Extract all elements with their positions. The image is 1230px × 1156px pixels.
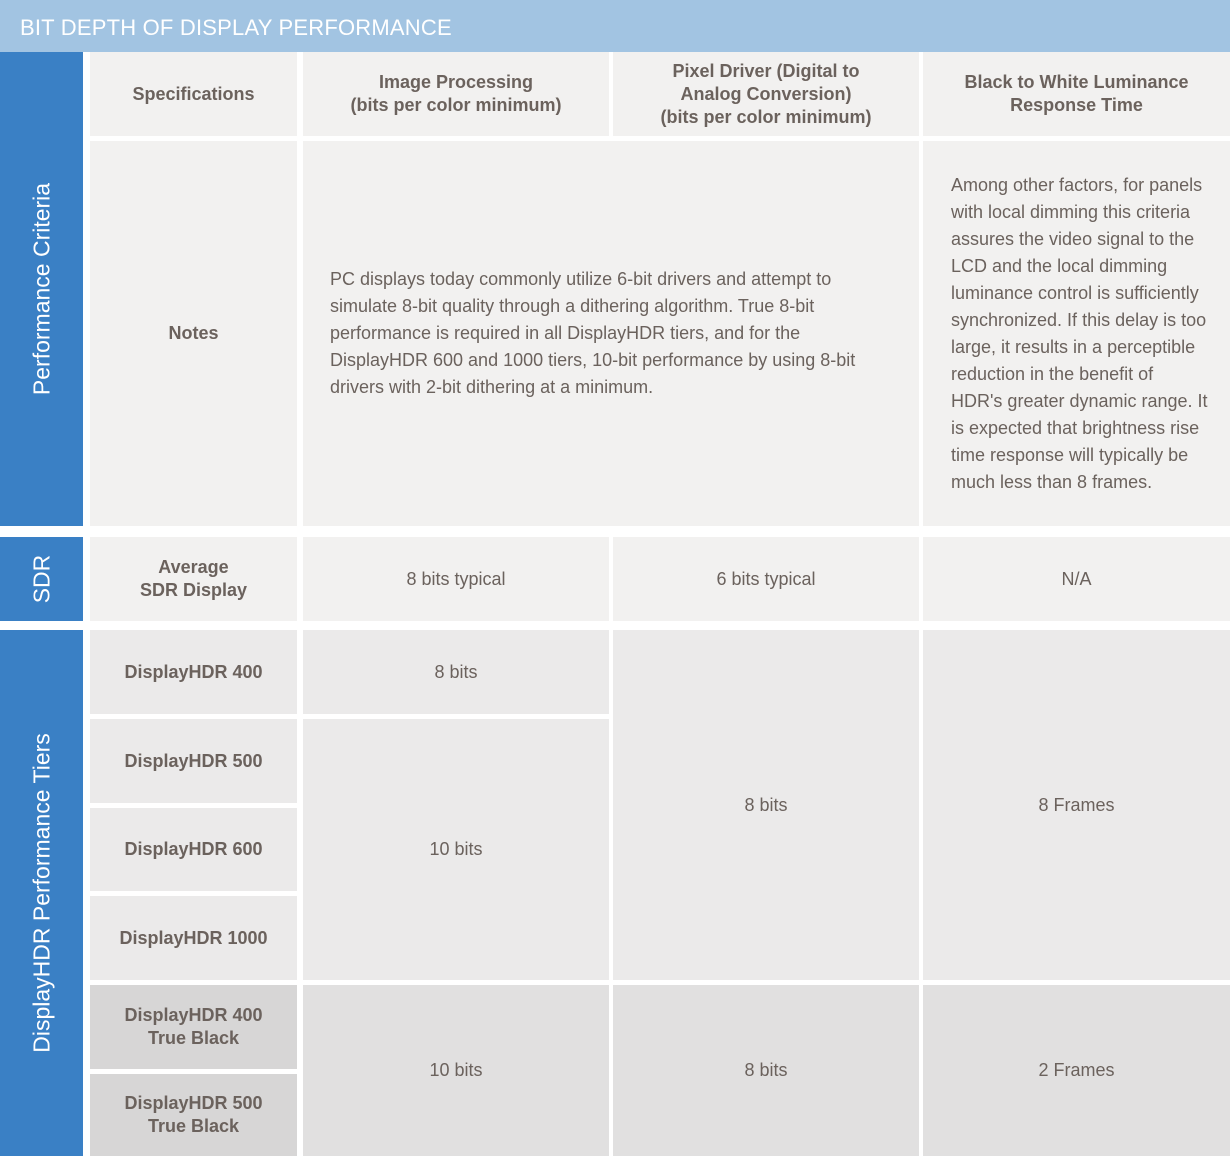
cell-value: 6 bits typical	[716, 568, 816, 589]
side-label-text: Performance Criteria	[28, 182, 54, 396]
cell-value: 2 Frames	[1038, 1060, 1115, 1080]
cell-value: 8 bits	[744, 794, 788, 815]
cell-value: 8 bits	[434, 661, 478, 682]
sdr-image-processing	[303, 537, 609, 621]
side-label-tiers	[0, 630, 83, 1156]
row-label-text: DisplayHDR 400	[124, 1005, 263, 1025]
tiers-pixel-driver	[613, 630, 919, 980]
row-label-text: DisplayHDR 500	[124, 1093, 263, 1113]
cell-value: 8 Frames	[1038, 794, 1115, 815]
sdr-response-time	[923, 537, 1230, 621]
tier-label-tb500	[90, 1074, 297, 1156]
cell-value: 8 bits	[744, 1060, 788, 1080]
row-label-text: True Black	[147, 1116, 240, 1136]
sdr-label	[90, 537, 297, 621]
row-label-text: True Black	[147, 1028, 240, 1048]
header-response-time	[923, 52, 1230, 136]
notes-bit-depth	[303, 141, 919, 526]
header-text: Response Time	[1010, 95, 1143, 115]
true-black-response-time	[923, 985, 1230, 1156]
side-label-performance-criteria	[0, 52, 83, 526]
notes-response-time	[923, 141, 1230, 526]
header-pixel-driver	[613, 52, 919, 136]
header-text: Analog Conversion)	[680, 83, 852, 104]
true-black-pixel-driver	[613, 985, 919, 1156]
header-text: (bits per color minimum)	[350, 95, 562, 115]
tier-label-hdr1000	[90, 896, 297, 980]
notes-label	[90, 141, 297, 526]
header-text: Black to White Luminance	[964, 72, 1189, 92]
hdr400-image-processing	[303, 630, 609, 714]
notes-response-text: Among other factors, for panels with local dimming this criteria assures the video signal to the LCD and the local dimming luminance control is sufficiently synchronized. If this delay is too large, it results in a perceptible reduction in the benefit of HDR's greater dynamic range. It is expected that brightness rise time response will typically be much less than 8 frames.	[951, 174, 1208, 492]
side-label-sdr	[0, 537, 83, 621]
table-title: BIT DEPTH OF DISPLAY PERFORMANCE	[0, 0, 1230, 52]
tier-label-hdr600	[90, 808, 297, 891]
header-text: (bits per color minimum)	[660, 106, 872, 127]
row-label-text: DisplayHDR 600	[124, 839, 263, 859]
row-label-text: DisplayHDR 1000	[119, 927, 268, 948]
tiers-response-time	[923, 630, 1230, 980]
cell-value: 10 bits	[429, 1060, 483, 1080]
header-image-processing	[303, 52, 609, 136]
side-label-text: SDR	[28, 554, 54, 604]
hdr500-1000-image-processing	[303, 719, 609, 980]
header-text: Pixel Driver (Digital to	[672, 60, 860, 81]
header-specifications	[90, 52, 297, 136]
cell-value: N/A	[1061, 568, 1092, 589]
row-label-text: Notes	[168, 323, 219, 343]
row-label-text: Average	[158, 557, 229, 577]
tier-label-hdr400	[90, 630, 297, 714]
row-label-text: DisplayHDR 400	[124, 661, 263, 682]
sdr-pixel-driver	[613, 537, 919, 621]
tier-label-hdr500	[90, 719, 297, 803]
header-text: Image Processing	[378, 72, 534, 92]
row-label-text: DisplayHDR 500	[124, 750, 263, 771]
header-text: Specifications	[132, 83, 255, 104]
side-label-text: DisplayHDR Performance Tiers	[28, 733, 54, 1053]
true-black-image-processing	[303, 985, 609, 1156]
cell-value: 8 bits typical	[406, 568, 506, 589]
tier-label-tb400	[90, 985, 297, 1069]
notes-bit-depth-text: PC displays today commonly utilize 6-bit drivers and attempt to simulate 8-bit quality through a dithering algorithm. True 8-bit performance is required in all DisplayHDR tiers, and for the DisplayHDR 600 and 1000 tiers, 10-bit performance by using 8-bit drivers with 2-bit dithering at a minimum.	[330, 269, 856, 397]
row-label-text: SDR Display	[139, 580, 248, 600]
cell-value: 10 bits	[429, 839, 483, 859]
